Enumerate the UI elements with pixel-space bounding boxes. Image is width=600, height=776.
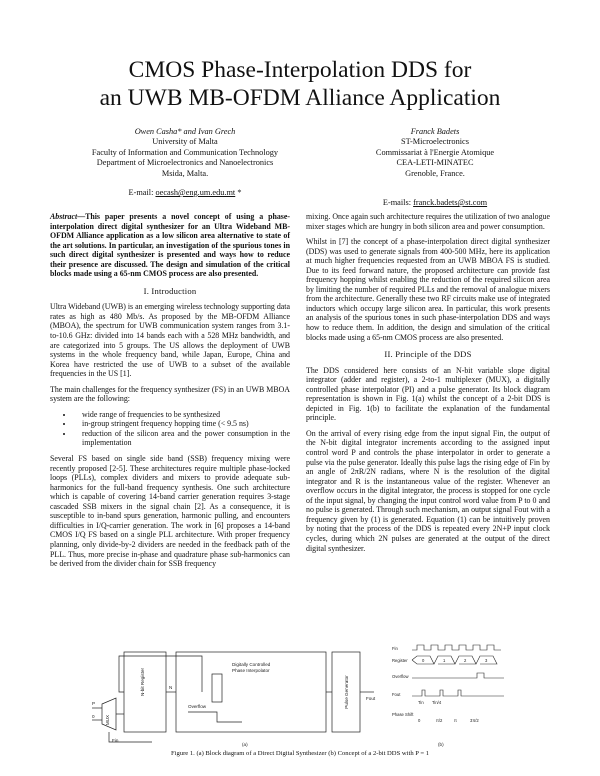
list-item: • in-group stringent frequency hopping time (< 9.5 ns) — [74, 419, 290, 429]
author-block-left — [50, 127, 320, 198]
list-item: • wide range of frequencies to be synthesized — [74, 410, 290, 420]
label-nbit-register: N-bit Register — [140, 667, 145, 697]
timing-row: Fout — [392, 692, 401, 697]
label-fin: Fin — [112, 738, 119, 743]
paragraph: Several FS based on single side band (SSB) frequency mixing were recently proposed [2-5]. These architectures require multiple phase-locked loops (PLLs), complex dividers and mixers to provide adequate sub-harmonics for the full-band frequency synthesis. One such architecture which is capable of covering 14-band carrier generation requires 3-stage cascaded SSB mixers in the signal chain [2]. As a consequence, it is susceptible to in-band spurs generation, harmonic pulling, and encounters difficulties in I/Q-carrier generation. The work in [6] proposes a 14-band CMOS I/Q FS based on a single PLL architecture. With proper frequency planning, only divide-by-2 dividers are needed in the feedback path of the PLL. Thus, more precise in-phase and quadrature phase sub-harmonics can be derived from the divider chain for SSB frequency — [50, 454, 290, 569]
affiliation-line: Commissariat à l'Energie Atomique — [375, 147, 495, 157]
paragraph: The DDS considered here consists of an N-bit variable slope digital integrator (adder and register), a 2-to-1 multiplexer (MUX), a digitally controlled phase interpolator (PI) and a pulse generator. Its block diagram representation is shown in Fig. 1(a) whilst the concept of a 2-bit DDS is depicted in Fig. 1(b) to facilitate the explanation of the fundamental principle. — [306, 365, 550, 423]
paragraph: Whilst in [7] the concept of a phase-interpolation direct digital synthesizer (DDS) was used to generate signals from 400-500 MHz, here its application at much higher frequencies requested from an UWB MBOA FS is studied. Due to its feed forward nature, the proposed architecture can provide fast frequency hopping whilst enabling the reduction of the required silicon area by limiting the number of required PLLs and the removal of analogue mixers from the architecture. Generally these two RF circuits make use of integrated inductors which occupy large silicon area. In particular, this work presents an analysis of the spurious tones in such phase-interpolation DDS and ways how to reduce them. In addition, the design and simulation of the critical blocks made using a 65-nm CMOS process are also presented. — [306, 237, 550, 342]
abstract-text: —This paper presents a novel concept of using a phase-interpolation direct digital synthesizer for an Ultra Wideband MB-OFDM Alliance application as a low silicon area alternative to state of the art solutions. In particular, an investigation of the spurious tones in such direct digital synthesizer is presented and ways how to reduce their presence are discussed. The design and simulation of the critical blocks made using a 65-nm CMOS process are also presented. — [50, 212, 290, 279]
author-block-right — [320, 127, 550, 208]
email-label: E-mails: — [382, 198, 412, 208]
register-value: 1 — [443, 658, 446, 663]
label-tin-4: Tin/4 — [432, 700, 442, 705]
affiliation-line: Faculty of Information and Communication Technology — [91, 147, 279, 157]
figure-1 — [92, 642, 512, 748]
abstract — [50, 212, 290, 279]
label-n: N — [169, 685, 173, 690]
affiliation-line: ST-Microelectronics — [401, 137, 469, 147]
email-line-left — [50, 188, 320, 198]
timing-row: Register — [392, 658, 408, 663]
list-item: • reduction of the silicon area and the power consumption in the implementation — [74, 429, 290, 448]
phase-value: π/2 — [436, 718, 443, 723]
paper-title — [0, 56, 600, 112]
label-pi-1: Digitally Controlled — [232, 662, 271, 667]
label-p: P — [92, 701, 96, 706]
email-label: E-mail: — [128, 188, 154, 198]
label-pi-2: Phase Interpolator — [232, 668, 270, 673]
phase-value: π — [454, 718, 457, 723]
figure-caption: Figure 1. (a) Block diagram of a Direct Digital Synthesizer (b) Concept of a 2-bit DDS with P = 1 — [170, 750, 429, 757]
fin-waveform — [412, 645, 501, 650]
title-line-1: CMOS Phase-Interpolation DDS for — [128, 57, 472, 83]
abstract-label: Abstract — [50, 212, 78, 221]
timing-row: Phase Shift — [392, 712, 414, 717]
paragraph: On the arrival of every rising edge from the input signal Fin, the output of the N-bit digital integrator increments according to the assigned input control word P and controls the phase interpolator in order to generate a pulse via the pulse generator. Ideally this pulse lags the rising edge of Fin by an angle of 2πR/2N radians, where N is the resolution of the digital integrator and R is the instantaneous value of the register. Whenever an overflow occurs in the digital integrator, the process is stopped for one cycle of the input signal, by changing the input control word value from P to 0 and no pulse is generated. Through such mechanism, an output signal Fout with a frequency given by (1) is generated. Equation (1) can be intuitively proven by noting that the process of the DDS is repeated every 2N+P input clock cycles, during which 2N pulses are generated at the output of the direct digital synthesizer. — [306, 428, 550, 553]
section-heading-principle: II. Principle of the DDS — [384, 349, 472, 360]
affiliation-city: Msida, Malta. — [161, 168, 209, 178]
timing-diagram — [412, 645, 504, 696]
email-link-right[interactable]: franck.badets@st.com — [413, 198, 488, 208]
overflow-waveform — [412, 673, 504, 678]
register-block — [124, 652, 166, 732]
affiliation-city: Grenoble, France. — [405, 168, 465, 178]
right-column — [306, 212, 550, 559]
label-zero: 0 — [92, 714, 95, 719]
paragraph: Ultra Wideband (UWB) is an emerging wireless technology supporting data rates as high as 480 Mb/s. As proposed by the MB-OFDM Alliance (MBOA), the spectrum for UWB communication system ranges from 3.1-to-10.6 GHz: divided into 14 bands each with a 528 MHz bandwidth, and are categorized into 5 groups. The US allows the deployment of UWB systems in the whole frequency band, while Japan, Europe, China and Korea have restricted the use of UWB to a subset of the available frequencies in the US [1]. — [50, 302, 290, 379]
email-line-right — [320, 198, 550, 208]
label-sub-b: (b) — [438, 742, 444, 747]
affiliation-line: CEA-LETI-MINATEC — [396, 158, 474, 168]
register-value: 3 — [485, 658, 488, 663]
timing-row: Overflow — [392, 674, 409, 679]
affiliation-line: University of Malta — [152, 137, 218, 147]
affiliation-line: Department of Microelectronics and Nanoelectronics — [96, 158, 274, 168]
label-fout: Fout — [366, 696, 376, 701]
section-heading-introduction: I. Introduction — [143, 285, 197, 296]
register-value: 2 — [464, 658, 467, 663]
feedback-wire — [119, 656, 202, 692]
fout-waveform — [412, 690, 504, 696]
author-names-left: Owen Casha* and Ivan Grech — [134, 127, 236, 136]
label-overflow: Overflow — [188, 704, 207, 709]
label-tin: Tin — [418, 700, 424, 705]
phase-value: 0 — [418, 718, 421, 723]
phase-value: 3π/2 — [470, 718, 479, 723]
email-link-left[interactable]: oecash@eng.um.edu.mt — [155, 188, 236, 198]
paragraph: mixing. Once again such architecture requires the utilization of two analogue mixer stages which are hungry in both silicon area and power consumption. — [306, 212, 550, 231]
challenge-list — [50, 410, 290, 448]
author-name-right: Franck Badets — [410, 127, 460, 136]
paragraph: The main challenges for the frequency synthesizer (FS) in an UWB MBOA system are the following: — [50, 384, 290, 404]
email-mark: * — [237, 188, 242, 198]
label-pulse-gen: Pulse Generator — [344, 675, 349, 709]
label-mux: MUX — [105, 714, 110, 726]
title-line-2: an UWB MB-OFDM Alliance Application — [99, 85, 501, 111]
label-sub-a: (a) — [242, 742, 248, 747]
overflow-wire — [188, 712, 242, 722]
left-column — [50, 212, 290, 575]
timing-row: Fin — [392, 646, 398, 651]
register-value: 0 — [422, 658, 425, 663]
